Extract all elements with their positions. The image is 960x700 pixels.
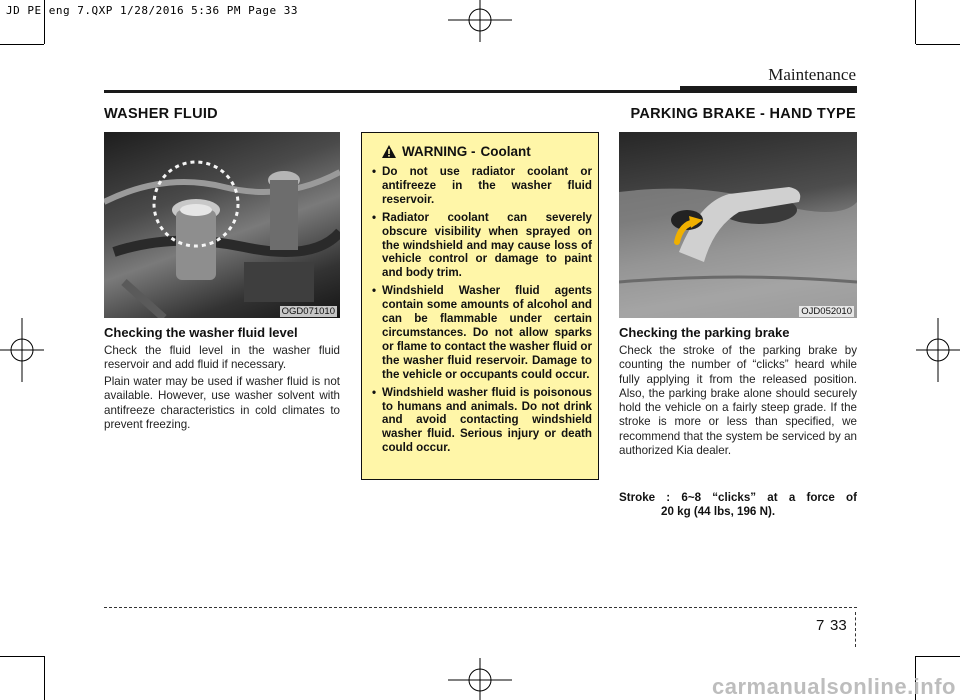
warning-topic: Coolant [480, 144, 531, 159]
stroke-label: Stroke : 6~8 “clicks” at a force of [619, 491, 857, 504]
warning-box [361, 132, 599, 480]
warning-triangle-icon [381, 144, 397, 159]
footer-vertical-rule [855, 612, 856, 647]
print-slug: JD PE eng 7.QXP 1/28/2016 5:36 PM Page 33 [6, 4, 299, 17]
warning-list [372, 165, 592, 459]
warning-item: • Windshield washer fluid is poisonous to humans and animals. Do not drink and avoid contacting windshield washer fluid. Serious injury or death could occur. [372, 386, 592, 456]
warning-item: • Do not use radiator coolant or antifreeze in the washer fluid reservoir. [372, 165, 592, 207]
warning-label: WARNING - [402, 144, 476, 159]
warning-header [381, 144, 531, 159]
parking-brake-title: PARKING BRAKE - HAND TYPE [630, 106, 856, 122]
header-rule-accent [680, 86, 857, 91]
photo-code: OJD052010 [801, 306, 852, 317]
engine-bay-illustration [104, 132, 340, 318]
console-illustration [619, 132, 857, 318]
parking-brake-paragraph: Check the stroke of the parking brake by counting the number of “clicks” heard while fully applying it from the released position. Also, the parking brake alone should securely hold the vehicle on a fairly steep grade. If the stroke is more or less than specified, we recommend that the system be serviced by an authorized Kia dealer. [619, 344, 857, 458]
chapter-number: 7 [816, 617, 825, 634]
washer-subhead: Checking the washer fluid level [104, 325, 298, 340]
warning-item: • Windshield Washer fluid agents contain some amounts of alcohol and can be flammable under certain circumstances. Do not allow sparks or flame to contact the washer fluid or the washer fluid reservoir. Damage to the vehicle or occupants could occur. [372, 284, 592, 381]
washer-reservoir-photo [104, 132, 340, 318]
stroke-spec [619, 491, 857, 520]
washer-fluid-title: WASHER FLUID [104, 106, 218, 122]
parking-brake-subhead: Checking the parking brake [619, 325, 790, 340]
parking-brake-photo [619, 132, 857, 318]
footer-rule [104, 607, 857, 608]
watermark: carmanualsonline.info [712, 674, 956, 699]
stroke-value: 20 kg (44 lbs, 196 N). [661, 505, 776, 519]
washer-paragraph-1: Check the fluid level in the washer fluid reservoir and add fluid if necessary. [104, 344, 340, 372]
warning-item: • Radiator coolant can severely obscure visibility when sprayed on the windshield and may cause loss of vehicle control or damage to paint and body trim. [372, 211, 592, 281]
page-number: 33 [830, 617, 847, 634]
section-header: Maintenance [768, 65, 856, 84]
photo-code: OGD071010 [281, 306, 335, 317]
washer-paragraph-2: Plain water may be used if washer fluid is not available. However, use washer solvent with antifreeze characteristics in cold climates to prevent freezing. [104, 375, 340, 431]
